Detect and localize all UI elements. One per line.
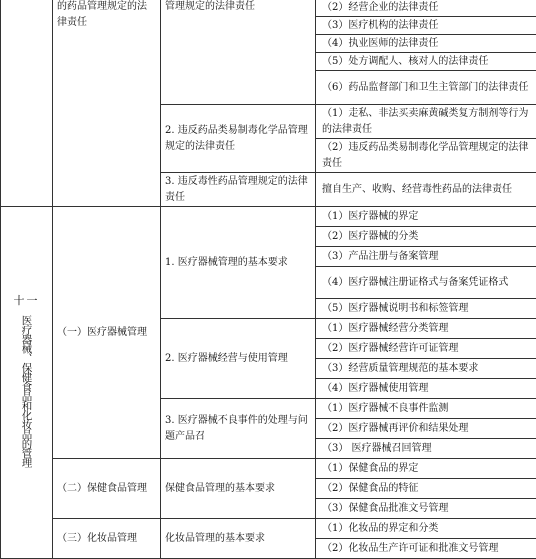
chapter-cell-continued bbox=[1, 0, 53, 207]
list-item: （1）医疗器械经营分类管理 bbox=[316, 319, 536, 339]
list-item: （5）医疗器械说明书和标签管理 bbox=[316, 299, 536, 319]
group-label: 化妆品管理的基本要求 bbox=[161, 519, 316, 559]
group-label: 1. 医疗器械管理的基本要求 bbox=[161, 207, 316, 319]
list-item: （2）医疗器械的分类 bbox=[316, 227, 536, 247]
list-item: （1）保健食品的界定 bbox=[316, 459, 536, 479]
list-item: （1）化妆品的界定和分类 bbox=[316, 519, 536, 539]
list-item: （1）医疗器械不良事件监测 bbox=[316, 399, 536, 419]
chapter-cell bbox=[1, 207, 53, 559]
chapter-number: 十一 bbox=[1, 293, 52, 309]
list-item: （2）违反药品类易制毒化学品管理规定的法律责任 bbox=[316, 139, 536, 173]
list-item: （2）医疗器械经营许可证管理 bbox=[316, 339, 536, 359]
list-item: （3）经营质量管理规范的基本要求 bbox=[316, 359, 536, 379]
section-cell-continued: 的药品管理规定的法律责任 bbox=[53, 0, 161, 207]
section-name: （一）医疗器械管理 bbox=[53, 207, 161, 459]
list-item: （4）医疗器械注册证格式与备案凭证格式 bbox=[316, 267, 536, 299]
list-item: （5）处方调配人、核对人的法律责任 bbox=[316, 53, 536, 71]
list-item: （3）保健食品批准文号管理 bbox=[316, 499, 536, 519]
list-item: （3）产品注册与备案管理 bbox=[316, 247, 536, 267]
group-label: 3. 医疗器械不良事件的处理与问题产品召 bbox=[161, 399, 316, 459]
chapter-title: 医疗器械、保健食品和化妆品的管理 bbox=[21, 315, 33, 467]
list-item: （1）医疗器械的界定 bbox=[316, 207, 536, 227]
list-item: （3）医疗机构的法律责任 bbox=[316, 17, 536, 35]
list-item: （6）药品监督部门和卫生主管部门的法律责任 bbox=[316, 71, 536, 105]
list-item: （1）走私、非法买卖麻黄碱类复方制剂等行为的法律责任 bbox=[316, 105, 536, 139]
list-item: （4）医疗器械使用管理 bbox=[316, 379, 536, 399]
list-item: （2）保健食品的特征 bbox=[316, 479, 536, 499]
subsection-label: 管理规定的法律责任 bbox=[161, 0, 316, 105]
section-name: （二）保健食品管理 bbox=[53, 459, 161, 519]
list-item: 擅自生产、收购、经营毒性药品的法律责任 bbox=[316, 173, 536, 207]
group-label: 保健食品管理的基本要求 bbox=[161, 459, 316, 519]
list-item: （2）经营企业的法律责任 bbox=[316, 0, 536, 17]
section-name: （三）化妆品管理 bbox=[53, 519, 161, 559]
group-label: 2. 医疗器械经营与使用管理 bbox=[161, 319, 316, 399]
list-item: （2）医疗器械再评价和结果处理 bbox=[316, 419, 536, 439]
subsection-label: 3. 违反毒性药品管理规定的法律责任 bbox=[161, 173, 316, 207]
list-item: （4）执业医师的法律责任 bbox=[316, 35, 536, 53]
subsection-label: 2. 违反药品类易制毒化学品管理规定的法律责任 bbox=[161, 105, 316, 173]
list-item: （2）化妆品生产许可证和批准文号管理 bbox=[316, 539, 536, 559]
list-item: （3） 医疗器械召回管理 bbox=[316, 439, 536, 459]
